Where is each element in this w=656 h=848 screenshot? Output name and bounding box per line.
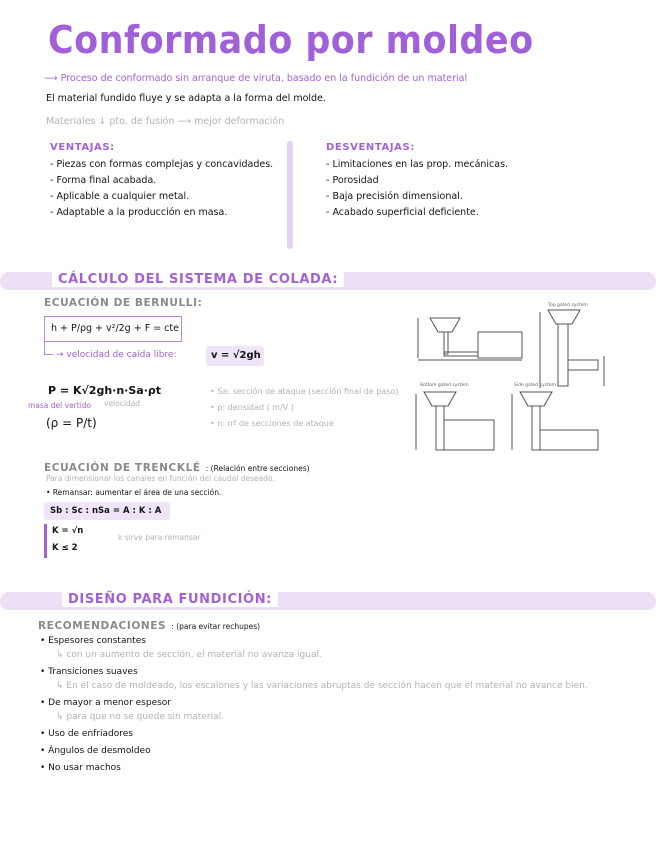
recommend-subitem: ↳ para que no se quede sin material. bbox=[56, 712, 224, 722]
k-aside: k sirve para remansar bbox=[118, 533, 201, 542]
definition-item: • ρ: densidad ( m/V ) bbox=[210, 403, 294, 412]
pouring-basin-icon bbox=[548, 310, 580, 324]
trenckle-heading-line bbox=[44, 456, 310, 475]
recommend-note: : (para evitar rechupes) bbox=[171, 622, 261, 631]
mass-label: masa del vertido bbox=[28, 401, 92, 410]
k-limit: K ≤ 2 bbox=[52, 543, 78, 553]
definition-item: • Sa: sección de ataque (sección final de paso) bbox=[210, 387, 399, 396]
recommend-item: • Ángulos de desmoldeo bbox=[40, 746, 151, 756]
sprue-icon bbox=[444, 332, 448, 354]
column-divider bbox=[287, 141, 293, 249]
definition-item: • n: nº de secciones de ataque bbox=[210, 419, 334, 428]
pouring-basin-icon bbox=[430, 318, 460, 332]
definition-line bbox=[44, 73, 467, 84]
ventaja-item: - Forma final acabada. bbox=[50, 175, 157, 186]
recommend-item: • De mayor a menor espesor bbox=[40, 698, 171, 708]
density-equation: (ρ = P/t) bbox=[46, 416, 97, 430]
recommend-item: • No usar machos bbox=[40, 763, 121, 773]
runner-icon bbox=[444, 352, 478, 356]
ratio-highlight bbox=[44, 502, 170, 520]
bernoulli-box bbox=[44, 316, 182, 342]
ventaja-item: - Aplicable a cualquier metal. bbox=[50, 191, 190, 202]
section1-heading: CÁLCULO DEL SISTEMA DE COLADA: bbox=[52, 272, 344, 287]
desventaja-item: - Limitaciones en las prop. mecánicas. bbox=[326, 159, 509, 170]
recommend-heading: RECOMENDACIONES bbox=[38, 620, 167, 632]
page-title: Conformado por moldeo bbox=[48, 18, 534, 62]
mold-cavity-icon bbox=[558, 324, 568, 386]
pouring-basin-icon bbox=[424, 392, 456, 406]
desventajas-block bbox=[326, 142, 508, 223]
flow-equation: P = K√2gh·n·Sa·ρt bbox=[48, 384, 162, 397]
trenckle-heading: ECUACIÓN DE TRENCKLÉ bbox=[44, 462, 201, 474]
recommend-subitem: ↳ En el caso de moldeado, los escalones y las variaciones abruptas de sección hacen que el material no avance bien. bbox=[56, 681, 588, 691]
velocity-equation: v = √2gh bbox=[211, 350, 261, 361]
k-equation: K = √n bbox=[52, 526, 84, 536]
trenckle-note: : (Relación entre secciones) bbox=[205, 464, 310, 473]
ventajas-block bbox=[50, 142, 273, 223]
ventajas-heading: VENTAJAS: bbox=[50, 142, 115, 153]
flow-text: El material fundido fluye y se adapta a la forma del molde. bbox=[46, 93, 326, 104]
recommend-item: • Uso de enfriadores bbox=[40, 729, 133, 739]
velocity-highlight bbox=[206, 346, 264, 366]
ratio-equation: Sb : Sc : nSa = A : K : A bbox=[50, 506, 162, 516]
bernoulli-heading: ECUACIÓN DE BERNULLI: bbox=[44, 297, 203, 309]
desventaja-item: - Baja precisión dimensional. bbox=[326, 191, 463, 202]
property-text: Materiales ↓ pto. de fusión ⟶ mejor deformación bbox=[46, 116, 285, 127]
speed-label: velocidad bbox=[104, 399, 141, 408]
connector-line bbox=[44, 340, 53, 355]
remansar-note: • Remansar: aumentar el área de una sección. bbox=[46, 488, 222, 497]
recommend-heading-line bbox=[38, 614, 260, 633]
pouring-basin-icon bbox=[520, 392, 552, 406]
diagram-label: Top gated system bbox=[548, 303, 588, 308]
ventaja-item: - Adaptable a la producción en masa. bbox=[50, 207, 228, 218]
sprue-icon bbox=[532, 406, 540, 450]
ventaja-item: - Piezas con formas complejas y concavidades. bbox=[50, 159, 274, 170]
recommend-list bbox=[40, 636, 588, 780]
gating-diagrams bbox=[408, 298, 638, 458]
cavity-icon bbox=[444, 420, 494, 450]
section2-heading: DISEÑO PARA FUNDICIÓN: bbox=[62, 592, 278, 607]
cavity-icon bbox=[540, 430, 598, 450]
cavity-icon bbox=[478, 332, 522, 358]
desventajas-heading: DESVENTAJAS: bbox=[326, 142, 415, 153]
arrow-icon: ⟶ bbox=[44, 73, 58, 84]
arrow-icon: → bbox=[56, 350, 67, 360]
recommend-item: • Espesores constantes bbox=[40, 636, 146, 646]
runner-icon bbox=[568, 360, 598, 370]
velocity-note: → velocidad de caída libre: bbox=[56, 350, 177, 360]
trenckle-purpose: Para dimensionar los canales en función del caudal deseado. bbox=[46, 474, 275, 483]
brace-icon bbox=[44, 524, 47, 558]
diagram-label: Side gated system bbox=[514, 383, 556, 388]
recommend-item: • Transiciones suaves bbox=[40, 667, 138, 677]
desventaja-item: - Acabado superficial deficiente. bbox=[326, 207, 479, 218]
definitions bbox=[210, 384, 398, 432]
recommend-subitem: ↳ con un aumento de sección, el material no avanza igual. bbox=[56, 650, 322, 660]
diagram-label: Bottom gated system bbox=[420, 383, 469, 388]
definition-text: Proceso de conformado sin arranque de viruta, basado en la fundición de un material bbox=[60, 73, 468, 84]
bernoulli-equation: h + P/ρg + v²/2g + F = cte bbox=[51, 323, 179, 334]
desventaja-item: - Porosidad bbox=[326, 175, 379, 186]
sprue-icon bbox=[436, 406, 444, 450]
